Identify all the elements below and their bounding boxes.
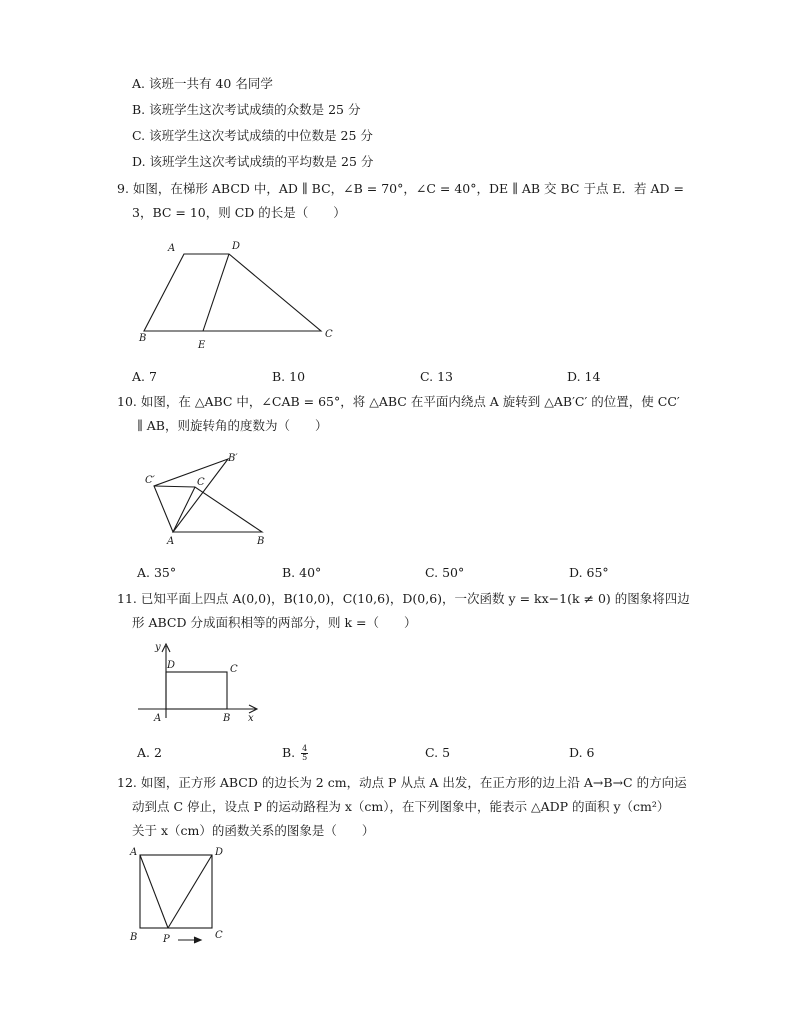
q11-option-a: A. 2	[137, 745, 162, 760]
q10-stem-line2: ∥ AB，则旋转角的度数为（ ）	[137, 418, 328, 433]
label-d: D	[167, 660, 176, 671]
label-c: C	[215, 930, 223, 941]
q11-stem-line2: 形 ABCD 分成面积相等的两部分，则 k =（ ）	[132, 615, 417, 630]
label-a: A	[130, 847, 138, 858]
q10-option-b: B. 40°	[282, 565, 322, 580]
label-x: x	[248, 713, 254, 724]
label-a: A	[154, 713, 162, 724]
q11-option-b	[282, 745, 308, 762]
q10-option-d: D. 65°	[569, 565, 609, 580]
label-c: C	[197, 477, 205, 488]
q9-option-c: C. 13	[420, 369, 453, 384]
q8-option-c: C. 该班学生这次考试成绩的中位数是 25 分	[132, 128, 373, 143]
label-b: B	[130, 932, 138, 943]
label-b: B	[139, 333, 147, 344]
q10-stem-line1: 10. 如图，在 △ABC 中，∠CAB = 65°，将 △ABC 在平面内绕点 A 旋转到 △AB′C′ 的位置，使 CC′	[117, 394, 680, 409]
rectangle-abcd	[166, 672, 227, 709]
fraction-denominator: 5	[302, 753, 308, 762]
q11-option-c: C. 5	[425, 745, 451, 760]
q11-option-b-fraction	[301, 745, 308, 762]
triangle-abc	[173, 487, 262, 532]
q10-option-c: C. 50°	[425, 565, 465, 580]
label-y: y	[155, 642, 161, 653]
q11-option-d: D. 6	[569, 745, 595, 760]
q9-stem-line2: 3，BC = 10，则 CD 的长是（ ）	[132, 205, 346, 220]
q8-option-a: A. 该班一共有 40 名同学	[132, 76, 273, 91]
square-abcd	[140, 855, 212, 928]
q9-trapezoid-figure	[136, 238, 341, 350]
label-p: P	[163, 934, 170, 945]
fraction-numerator: 4	[302, 744, 308, 753]
q10-option-a: A. 35°	[137, 565, 177, 580]
label-b: B	[223, 713, 231, 724]
direction-arrow-head	[194, 937, 201, 943]
q10-rotation-figure	[140, 450, 275, 546]
q8-option-b: B. 该班学生这次考试成绩的众数是 25 分	[132, 102, 361, 117]
label-a: A	[168, 243, 176, 254]
label-c: C	[325, 329, 333, 340]
label-e: E	[198, 340, 206, 351]
q9-option-b: B. 10	[272, 369, 306, 384]
q12-stem-line2: 动到点 C 停止，设点 P 的运动路程为 x（cm），在下列图象中，能表示 △ADP 的面积 y（cm²）	[132, 799, 670, 814]
q12-square-figure	[128, 843, 238, 948]
q9-stem-line1: 9. 如图，在梯形 ABCD 中，AD ∥ BC，∠B = 70°，∠C = 40°，DE ∥ AB 交 BC 于点 E．若 AD =	[117, 181, 685, 196]
label-a: A	[167, 536, 175, 547]
q11-stem-line1: 11. 已知平面上四点 A(0,0)，B(10,0)，C(10,6)，D(0,6)，一次函数 y = kx−1(k ≠ 0) 的图象将四边	[117, 591, 690, 606]
label-b: B	[257, 536, 265, 547]
segment-ap	[140, 855, 168, 928]
label-c: C	[230, 664, 238, 675]
segment-dp	[168, 855, 212, 928]
label-b1: B′	[228, 453, 238, 464]
q12-stem-line1: 12. 如图，正方形 ABCD 的边长为 2 cm，动点 P 从点 A 出发，在正方形的边上沿 A→B→C 的方向运	[117, 775, 687, 790]
segment-de	[203, 254, 229, 331]
q9-option-a: A. 7	[132, 369, 157, 384]
label-d: D	[232, 241, 241, 252]
label-c1: C′	[145, 475, 155, 486]
q8-option-d: D. 该班学生这次考试成绩的平均数是 25 分	[132, 154, 374, 169]
segment-cc1	[154, 486, 195, 487]
q11-rectangle-figure	[136, 638, 266, 728]
q12-stem-line3: 关于 x（cm）的函数关系的图象是（ ）	[132, 823, 375, 838]
trapezoid-abcd	[144, 254, 321, 331]
label-d: D	[215, 847, 224, 858]
q9-option-d: D. 14	[567, 369, 601, 384]
q11-option-b-letter: B.	[282, 745, 296, 760]
